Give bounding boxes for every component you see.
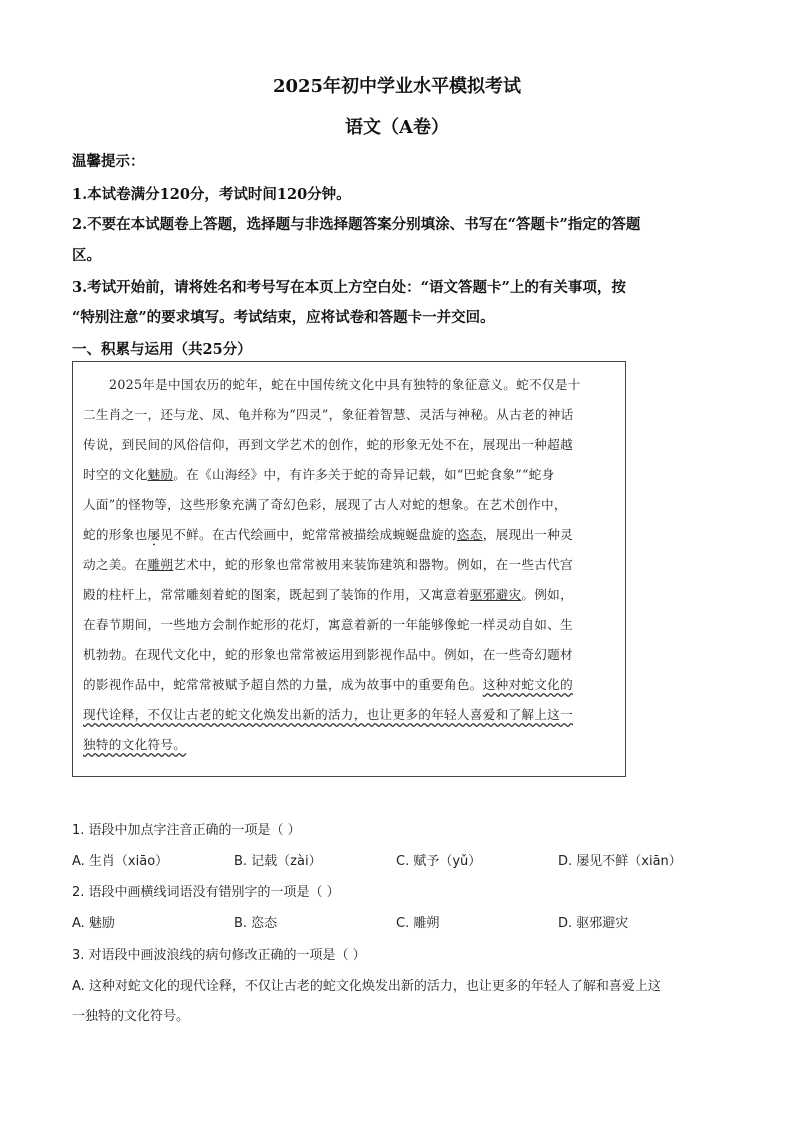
question-3: 3. 对语段中画波浪线的病句修改正确的一项是（ ） <box>72 948 366 963</box>
q3-option-a-line-2[interactable]: 一独特的文化符号。 <box>72 1009 190 1024</box>
q2-option-d[interactable]: D. 驱邪避灾 <box>558 916 629 931</box>
dotted-char: 屡 <box>147 527 161 542</box>
q2-option-b[interactable]: B. 恣态 <box>234 916 278 931</box>
tip-item-3-line-2: “特别注意”的要求填写。考试结束，应将试卷和答题卡一并交回。 <box>72 309 495 326</box>
q2-option-c[interactable]: C. 雕朔 <box>396 916 440 931</box>
passage-line: 殿的柱杆上，常常雕刻着蛇的图案，既起到了装饰的作用，又寓意着驱邪避灾。例如， <box>83 587 573 602</box>
exam-title: 2025年初中学业水平模拟考试 <box>272 76 522 97</box>
passage-line: 的影视作品中，蛇常常被赋予超自然的力量，成为故事中的重要角色。这种对蛇文化的 <box>83 677 573 692</box>
passage-line: 人面”的怪物等，这些形象充满了奇幻色彩，展现了古人对蛇的想象。在艺术创作中， <box>83 497 567 512</box>
passage-line: 二生肖之一，还与龙、凤、龟并称为“四灵”，象征着智慧、灵活与神秘。从古老的神话 <box>83 407 574 422</box>
q3-option-a-line-1[interactable]: A. 这种对蛇文化的现代诠释，不仅让古老的蛇文化焕发出新的活力，也让更多的年轻人了解和喜爱上这 <box>72 979 661 994</box>
tip-item-2-line-1: 2.不要在本试题卷上答题，选择题与非选择题答案分别填涂、书写在“答题卡”指定的答题 <box>72 216 641 233</box>
passage-line: 2025年是中国农历的蛇年，蛇在中国传统文化中具有独特的象征意义。蛇不仅是十 <box>109 377 581 392</box>
underlined-term: 雕朔 <box>147 557 174 572</box>
passage-line: 传说，到民间的风俗信仰，再到文学艺术的创作，蛇的形象无处不在，展现出一种超越 <box>83 437 573 452</box>
reading-passage-box <box>72 361 626 777</box>
tip-item-3-line-1: 3.考试开始前，请将姓名和考号写在本页上方空白处：“语文答题卡”上的有关事项，按 <box>72 279 626 296</box>
wavy-underlined-sentence: 这种对蛇文化的 <box>482 677 573 692</box>
tips-heading: 温馨提示： <box>72 153 145 170</box>
section-heading: 一、积累与运用（共25分） <box>72 341 252 358</box>
passage-line <box>83 704 623 723</box>
underlined-term: 魅励 <box>147 467 174 482</box>
underlined-term: 恣态 <box>456 527 483 542</box>
underlined-term: 驱邪避灾 <box>469 587 522 602</box>
q1-option-d[interactable]: D. 屡见不鲜（xiān） <box>558 854 682 869</box>
passage-line: 在春节期间，一些地方会制作蛇形的花灯，寓意着新的一年能够像蛇一样灵动自如、生 <box>83 617 573 632</box>
passage-line: 时空的文化魅励。在《山海经》中，有许多关于蛇的奇异记载，如“巴蛇食象”“蛇身 <box>83 467 555 482</box>
wavy-underlined-sentence: 现代诠释，不仅让古老的蛇文化焕发出新的活力，也让更多的年轻人喜爱和了解上这一 <box>83 707 573 722</box>
passage-line <box>83 734 623 753</box>
passage-line: 动之美。在雕朔艺术中，蛇的形象也常常被用来装饰建筑和器物。例如，在一些古代宫 <box>83 557 573 572</box>
passage-line: 蛇的形象也屡见不鲜。在古代绘画中，蛇常常被描绘成蜿蜒盘旋的恣态，展现出一种灵 <box>83 527 573 542</box>
tip-item-1: 1.本试卷满分120分，考试时间120分钟。 <box>72 186 351 203</box>
question-2: 2. 语段中画横线词语没有错别字的一项是（ ） <box>72 885 340 900</box>
passage-line: 机勃勃。在现代文化中，蛇的形象也常常被运用到影视作品中。例如，在一些奇幻题材 <box>83 647 573 662</box>
q1-option-c[interactable]: C. 赋予（yǔ） <box>396 854 482 869</box>
tip-item-2-line-2: 区。 <box>72 247 101 264</box>
exam-subtitle: 语文（A卷） <box>345 117 449 138</box>
question-1: 1. 语段中加点字注音正确的一项是（ ） <box>72 823 301 838</box>
q2-option-a[interactable]: A. 魅励 <box>72 916 115 931</box>
q1-option-a[interactable]: A. 生肖（xiāo） <box>72 854 169 869</box>
q1-option-b[interactable]: B. 记载（zài） <box>234 854 322 869</box>
wavy-underlined-sentence: 独特的文化符号。 <box>83 737 187 752</box>
